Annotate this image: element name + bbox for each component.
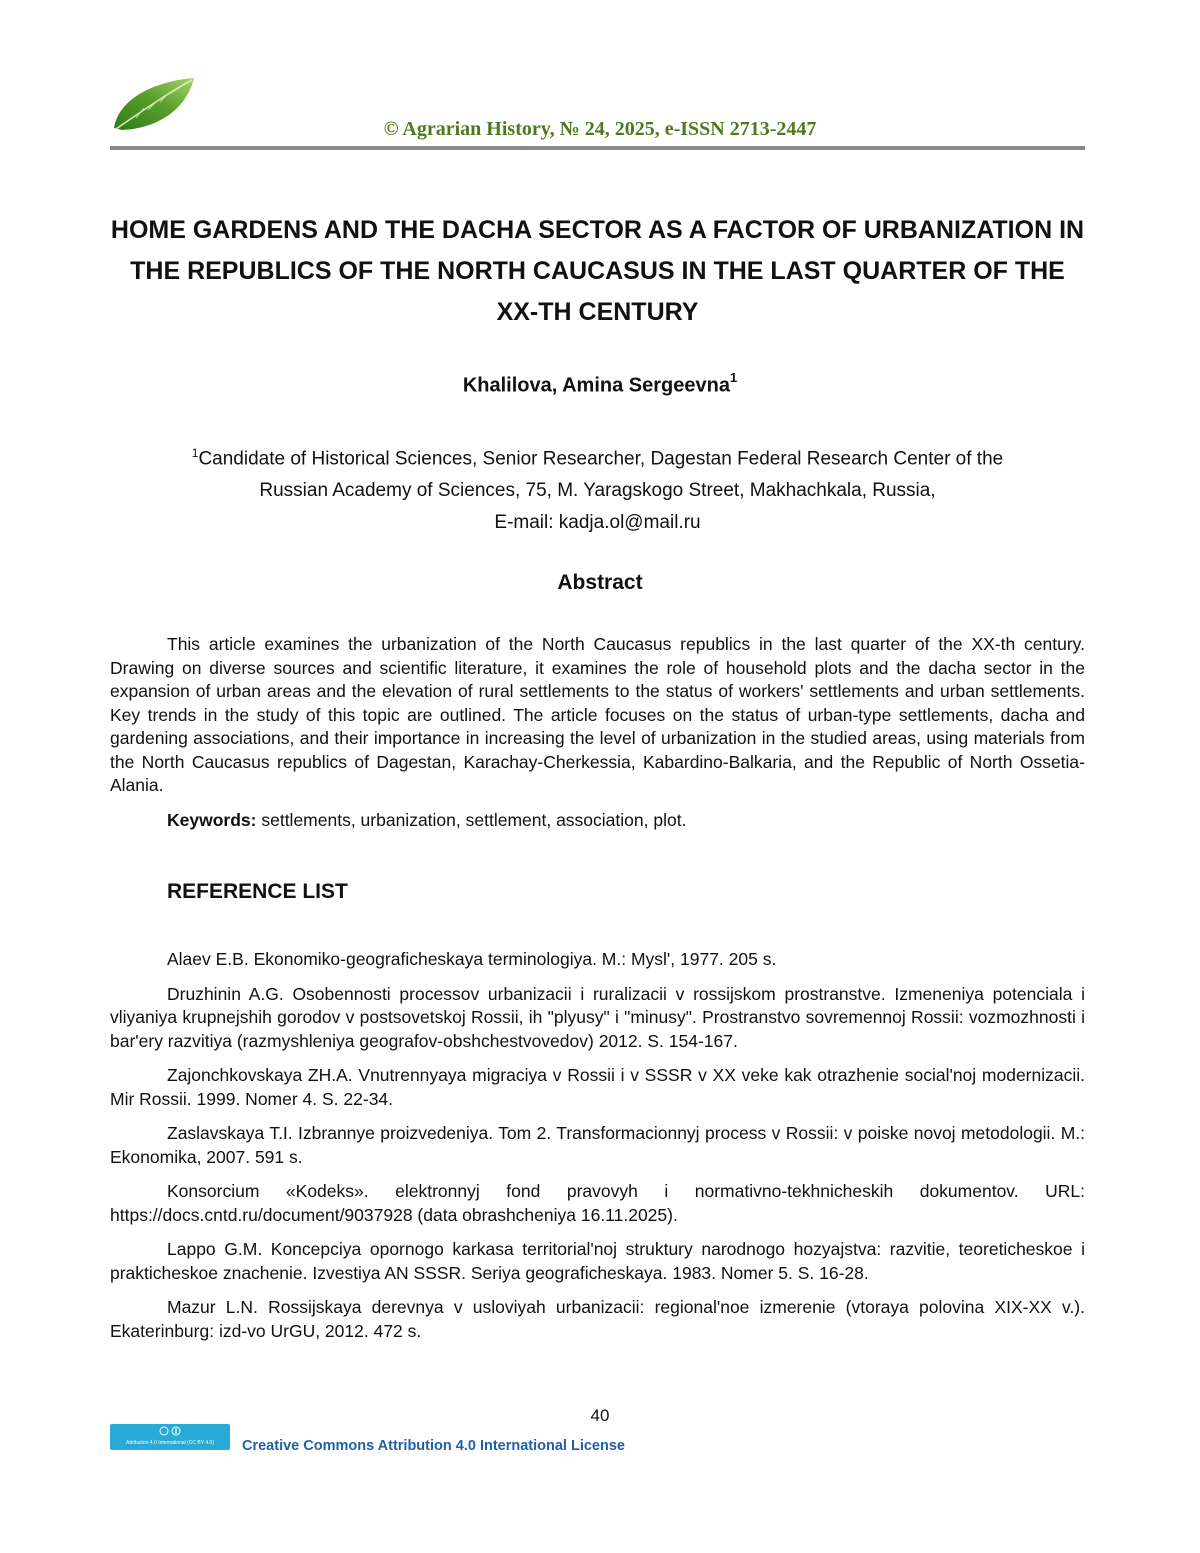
author-footnote-mark: 1	[729, 370, 738, 385]
affiliation-text-2: Russian Academy of Sciences, 75, M. Yaragskogo Street, Makhachkala, Russia,	[259, 480, 936, 502]
header-divider	[110, 146, 1085, 150]
reference-item: Konsorcium «Kodeks». elektronnyj fond pravovyh i normativno-tekhnicheskih dokumentov. URL: https://docs.cntd.ru/document/9037928 (data obrashcheniya 16.11.2025).	[110, 1181, 1085, 1225]
reference-list	[110, 948, 1085, 1354]
reference-item: Zajonchkovskaya ZH.A. Vnutrennyaya migraciya v Rossii i v SSSR v XX veke kak otrazhenie social'noj modernizacii. Mir Rossii. 1999. Nomer 4. S. 22-34.	[110, 1065, 1085, 1109]
reference-item: Zaslavskaya T.I. Izbrannye proizvedeniya. Tom 2. Transformacionnyj process v Rossii: v poiske novoj metodologii. M.: Ekonomika, 2007. 591 s.	[110, 1123, 1085, 1167]
journal-header: © Agrarian History, № 24, 2025, e-ISSN 2713-2447	[383, 118, 817, 140]
author-name-text: Khalilova, Amina Sergeevna	[462, 374, 730, 397]
article-title: HOME GARDENS AND THE DACHA SECTOR AS A FACTOR OF URBANIZATION IN THE REPUBLICS OF THE NORTH CAUCASUS IN THE LAST QUARTER OF THE XX-TH CENTURY	[110, 216, 1085, 326]
affiliation-line	[110, 437, 1085, 475]
author-name	[0, 372, 1200, 398]
author-affiliation	[110, 437, 1085, 539]
affiliation-text-1: Candidate of Historical Sciences, Senior Researcher, Dagestan Federal Research Center of the	[198, 448, 1004, 470]
page-number: 40	[590, 1406, 610, 1425]
cc-by-badge[interactable]	[110, 1424, 230, 1450]
reference-item: Druzhinin A.G. Osobennosti processov urbanizacii i ruralizacii v rossijskom prostranstve. Izmeneniya potenciala i vliyaniya krupnejshih gorodov v postsovetskoj Rossii, ih "plyusy" i "minusy". Prostranstvo sovremennoj Rossii: vozmozhnosti i bar'ery razvitiya (razmyshleniya geografov-obshchestvovedov) 2012. S. 154-167.	[110, 983, 1085, 1051]
license-link[interactable]: Creative Commons Attribution 4.0 International License	[242, 1438, 625, 1454]
abstract-heading: Abstract	[557, 571, 643, 594]
reference-list-heading: REFERENCE LIST	[167, 880, 348, 903]
reference-item: Mazur L.N. Rossijskaya derevnya v usloviyah urbanizacii: regional'noe izmerenie (vtoraya polovina XIX-XX v.). Ekaterinburg: izd-vo UrGU, 2012. 472 s.	[110, 1297, 1085, 1341]
abstract-text: This article examines the urbanization of the North Caucasus republics in the last quarter of the XX-th century. Drawing on diverse sources and scientific literature, it examines the role of household plots and the dacha sector in the expansion of urban areas and the elevation of rural settlements to the status of workers' settlements and urban settlements. Key trends in the study of this topic are outlined. The article focuses on the status of urban-type settlements, dacha and gardening associations, and their importance in increasing the level of urbanization in the studied areas, using materials from the North Caucasus republics of Dagestan, Karachay-Cherkessia, Kabardino-Balkaria, and the Republic of North Ossetia-Alania.	[110, 634, 1085, 795]
author-email: E-mail: kadja.ol@mail.ru	[494, 512, 701, 534]
keywords	[167, 810, 686, 831]
badge-text: Attribution 4.0 International (CC BY 4.0)	[125, 1440, 214, 1446]
cc-by-icon	[158, 1426, 182, 1436]
keywords-label: Keywords:	[167, 810, 257, 830]
affiliation-footnote-mark: 1	[191, 446, 199, 460]
reference-item: Alaev E.B. Ekonomiko-geograficheskaya terminologiya. M.: Mysl', 1977. 205 s.	[167, 949, 777, 969]
reference-item: Lappo G.M. Koncepciya opornogo karkasa territorial'noj struktury narodnogo hozyajstva: razvitie, teoreticheskoe i prakticheskoe znachenie. Izvestiya AN SSSR. Seriya geograficheskaya. 1983. Nomer 5. S. 16-28.	[110, 1239, 1085, 1283]
keywords-text: settlements, urbanization, settlement, association, plot.	[261, 810, 687, 830]
